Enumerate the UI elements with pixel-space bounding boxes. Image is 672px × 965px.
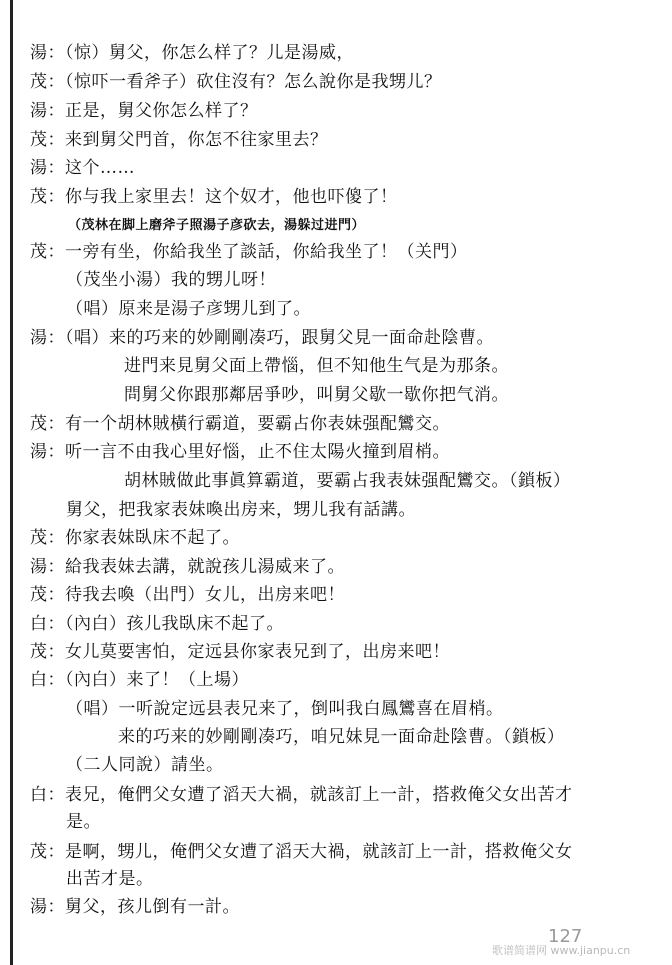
dialogue-line: （茂坐小湯）我的甥儿呀！	[66, 270, 276, 290]
dialogue-line: 茂：待我去喚（出門）女儿，出房来吧！	[30, 585, 345, 605]
dialogue-line: 白：（內白）孩儿我臥床不起了。	[30, 614, 284, 634]
dialogue-line: 湯：这个……	[30, 158, 135, 178]
dialogue-line: 茂：女儿莫要害怕，定远县你家表兄到了，出房来吧！	[30, 642, 450, 662]
dialogue-line: 白：（內白）来了！（上場）	[30, 670, 249, 690]
verse-line: （唱）一听說定远县表兄来了，倒叫我白鳳鸞喜在眉梢。	[66, 699, 504, 719]
dialogue-line: 茂：你家表妹臥床不起了。	[30, 528, 240, 548]
dialogue-line: 白：表兄，俺們父女遭了滔天大禍，就該訂上一計，搭救俺父女出苦才	[30, 785, 573, 805]
dialogue-line: 湯：舅父，孩儿倒有一計。	[30, 897, 240, 917]
stage-direction: （茂林在脚上磨斧子照湯子彦砍去，湯躲过进門）	[68, 218, 366, 233]
verse-line: 湯：听一言不由我心里好惱，止不住太陽火撞到眉梢。	[30, 442, 450, 462]
dialogue-line: 湯：正是，舅父你怎么样了？	[30, 101, 258, 121]
page-number: 127	[548, 926, 583, 947]
dialogue-line: 出苦才是。	[66, 869, 154, 889]
dialogue-line: 茂：（惊吓一看斧子）砍住沒有？怎么說你是我甥儿？	[30, 72, 442, 92]
dialogue-line: 茂：一旁有坐，你給我坐了談話，你給我坐了！（关門）	[30, 242, 468, 262]
binding-edge	[10, 0, 13, 965]
dialogue-line: 湯：（唱）来的巧来的妙剛剛凑巧，跟舅父見一面命赴陰曹。	[30, 328, 494, 348]
dialogue-line: 是。	[66, 812, 101, 832]
dialogue-line: 茂：来到舅父門首，你怎不往家里去？	[30, 130, 328, 150]
verse-line: 来的巧来的妙剛剛凑巧，咱兄妹見一面命赴陰曹。（鎖板）	[118, 727, 565, 747]
dialogue-line: （二人同說）請坐。	[66, 755, 224, 775]
dialogue-line: 茂：是啊，甥儿，俺們父女遭了滔天大禍，就該訂上一計，搭救俺父女	[30, 842, 573, 862]
dialogue-line: （唱）原来是湯子彦甥儿到了。	[66, 299, 311, 319]
dialogue-line: 湯：（惊）舅父，你怎么样了？儿是湯威，	[30, 43, 354, 63]
verse-line: 胡林賊做此事眞算霸道，要霸占我表妹强配鸞交。（鎖板）	[124, 471, 571, 491]
verse-line: 茂：有一个胡林賊橫行霸道，要霸占你表妹强配鸞交。	[30, 414, 450, 434]
dialogue-line: 舅父，把我家表妹喚出房来，甥儿我有話講。	[66, 500, 416, 520]
dialogue-line: 茂：你与我上家里去！这个奴才，他也吓傻了！	[30, 187, 398, 207]
watermark: 歌谱简谱网 www.jianpu.cn	[492, 944, 631, 957]
verse-line: 进門来見舅父面上帶惱，但不知他生气是为那条。	[124, 356, 509, 376]
dialogue-line: 湯：給我表妹去講，就說孩儿湯威来了。	[30, 557, 345, 577]
verse-line: 問舅父你跟那鄰居爭吵，叫舅父歇一歇你把气消。	[124, 385, 509, 405]
